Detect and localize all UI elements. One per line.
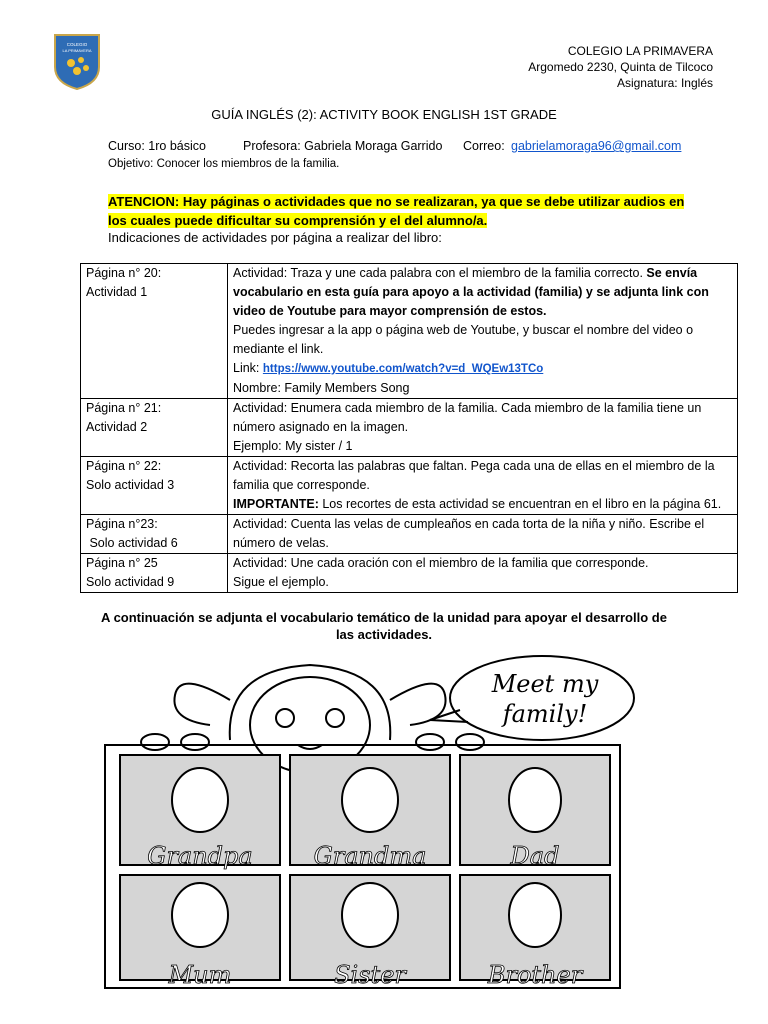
school-logo xyxy=(53,33,101,91)
activity-cell xyxy=(228,264,738,399)
activity-bold-note: Se envía vocabulario en esta guía para apoyo a la actividad (familia) y se adjunta link con video de Youtube para mayor comprensión de estos. xyxy=(233,266,709,318)
member-label-grandpa: Grandpa xyxy=(147,842,253,870)
page-cell xyxy=(81,554,228,593)
activity-cell xyxy=(228,399,738,457)
activity-number: Solo actividad 3 xyxy=(86,478,175,492)
page-number: Página n° 21: xyxy=(86,401,162,415)
member-label-grandma: Grandma xyxy=(313,842,427,870)
member-label-dad: Dad xyxy=(510,842,560,870)
svg-text:LA PRIMAVERA: LA PRIMAVERA xyxy=(62,48,92,53)
page-number: Página n° 22: xyxy=(86,459,162,473)
school-address: Argomedo 2230, Quinta de Tilcoco xyxy=(528,60,713,74)
teacher-label: Profesora: Gabriela Moraga Garrido xyxy=(243,139,443,153)
page-number: Página n°23: xyxy=(86,517,158,531)
important-text: Los recortes de esta actividad se encuentran en el libro en la página 61. xyxy=(318,497,722,511)
activity-text: Actividad: Enumera cada miembro de la familia. Cada miembro de la familia tiene un número asignado en la imagen. xyxy=(233,401,702,434)
table-row xyxy=(81,554,738,593)
warning-line-1: ATENCION: Hay páginas o actividades que no se realizaran, ya que se debe utilizar audios en xyxy=(108,194,685,209)
table-row xyxy=(81,457,738,515)
school-name: COLEGIO LA PRIMAVERA xyxy=(567,44,713,58)
important-label: IMPORTANTE: xyxy=(233,497,319,511)
activity-follow: Sigue el ejemplo. xyxy=(233,575,329,589)
email-label: Correo: xyxy=(463,139,505,153)
activity-number: Solo actividad 9 xyxy=(86,575,175,589)
activities-table xyxy=(80,263,738,593)
table-row xyxy=(81,264,738,399)
email-link[interactable]: gabrielamoraga96@gmail.com xyxy=(511,139,682,153)
objective-text: Objetivo: Conocer los miembros de la familia. xyxy=(108,158,340,170)
activity-extra: Puedes ingresar a la app o página web de Youtube, y buscar el nombre del video o mediante el link. xyxy=(233,323,694,356)
table-row xyxy=(81,515,738,554)
activity-cell xyxy=(228,554,738,593)
svg-text:COLEGIO: COLEGIO xyxy=(66,42,88,47)
table-row xyxy=(81,399,738,457)
activity-cell xyxy=(228,457,738,515)
activity-number: Actividad 2 xyxy=(86,420,148,434)
vocabulary-note: A continuación se adjunta el vocabulario temático de la unidad para apoyar el desarrollo de las actividades. xyxy=(101,610,667,642)
course-label: Curso: 1ro básico xyxy=(108,139,206,153)
activity-number: Solo actividad 6 xyxy=(86,536,178,550)
activity-number: Actividad 1 xyxy=(86,285,148,299)
member-label-sister: Sister xyxy=(334,961,406,989)
speech-text-2: family! xyxy=(502,700,588,728)
video-name: Nombre: Family Members Song xyxy=(233,381,410,395)
page-number: Página n° 25 xyxy=(86,556,158,570)
activity-cell xyxy=(228,515,738,554)
activity-text: Actividad: Une cada oración con el miembro de la familia que corresponde. xyxy=(233,556,649,570)
subject-label: Asignatura: Inglés xyxy=(616,76,713,90)
page-cell xyxy=(81,515,228,554)
activity-example: Ejemplo: My sister / 1 xyxy=(233,439,353,453)
activity-text: Actividad: Traza y une cada palabra con el miembro de la familia correcto. xyxy=(233,266,647,280)
page-cell xyxy=(81,399,228,457)
youtube-link[interactable]: https://www.youtube.com/watch?v=d_WQEw13TCo xyxy=(262,363,544,375)
member-label-mum: Mum xyxy=(168,961,232,989)
page-cell xyxy=(81,457,228,515)
instructions-text: Indicaciones de actividades por página a realizar del libro: xyxy=(108,230,442,245)
link-label: Link: xyxy=(233,361,263,375)
page-cell xyxy=(81,264,228,399)
member-label-brother: Brother xyxy=(487,961,583,989)
speech-text-1: Meet my xyxy=(491,670,599,698)
page-title: GUÍA INGLÉS (2): ACTIVITY BOOK ENGLISH 1ST GRADE xyxy=(211,107,557,122)
page-number: Página n° 20: xyxy=(86,266,162,280)
activity-text: Actividad: Recorta las palabras que faltan. Pega cada una de ellas en el miembro de la familia que corresponde. xyxy=(233,459,715,492)
family-illustration xyxy=(100,650,648,990)
warning-line-2: los cuales puede dificultar su comprensión y el del alumno/a. xyxy=(108,213,488,228)
activity-text: Actividad: Cuenta las velas de cumpleaños en cada torta de la niña y niño. Escribe el número de velas. xyxy=(233,517,705,550)
